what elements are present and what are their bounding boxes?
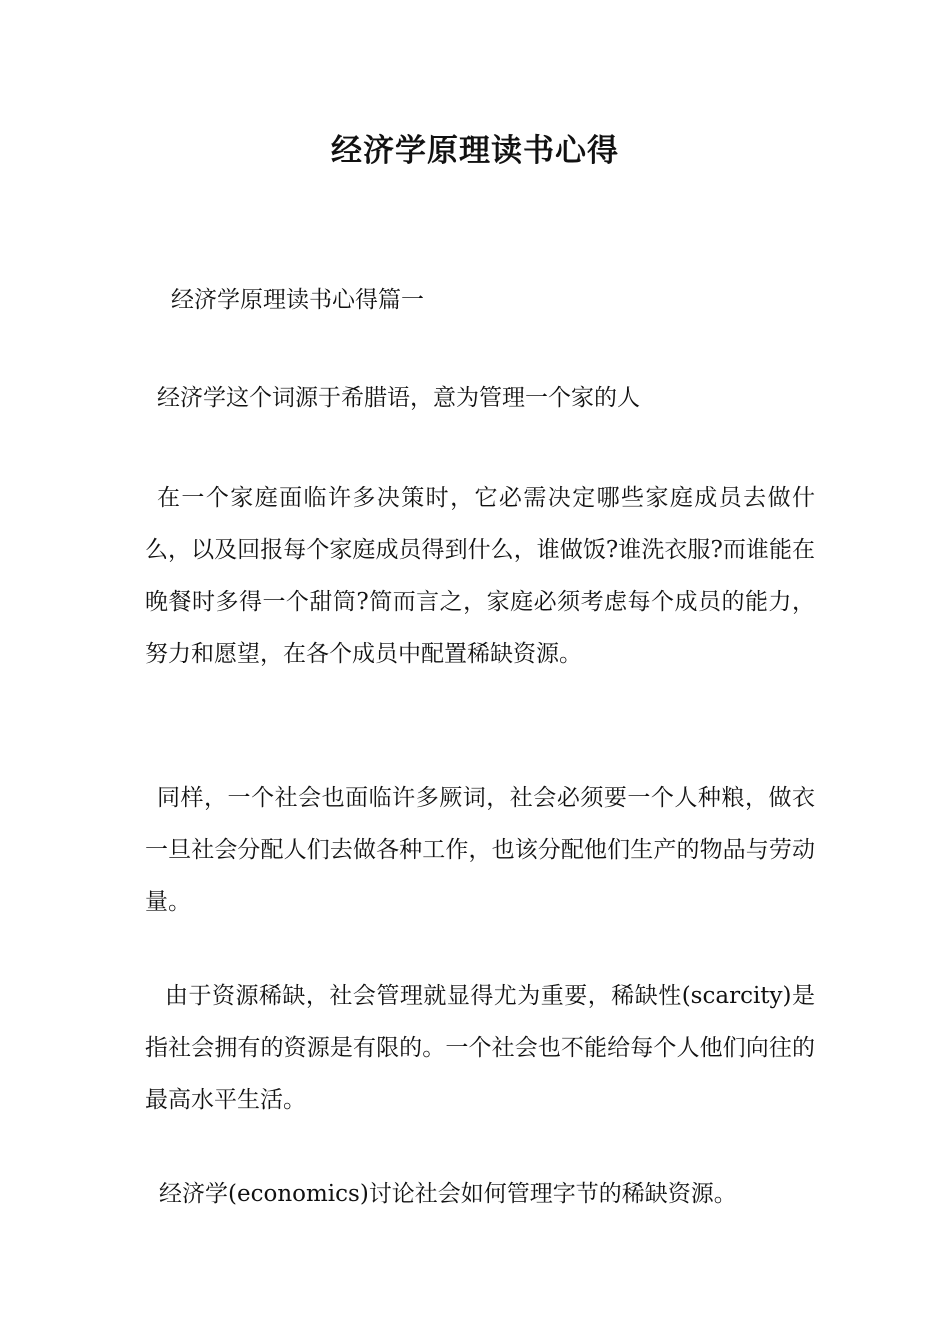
paragraph-2: 在一个家庭面临许多决策时，它必需决定哪些家庭成员去做什么，以及回报每个家庭成员得到什么，谁做饭?谁洗衣服?而谁能在晚餐时多得一个甜筒?简而言之，家庭必须考虑每个成员的能力，努力和愿望，在各个成员中配置稀缺资源。 [145,485,815,667]
paragraph-1: 经济学这个词源于希腊语，意为管理一个家的人 [157,385,640,411]
paragraph-4: 由于资源稀缺，社会管理就显得尤为重要，稀缺性(scarcity)是指社会拥有的资源是有限的。一个社会也不能给每个人他们向往的最高水平生活。 [145,983,815,1113]
document-title: 经济学原理读书心得 [331,133,619,169]
paragraph-5: 经济学(economics)讨论社会如何管理字节的稀缺资源。 [159,1181,737,1207]
section-heading: 经济学原理读书心得篇一 [171,287,424,313]
paragraph-3: 同样，一个社会也面临许多厥词，社会必须要一个人种粮，做衣一旦社会分配人们去做各种工作，也该分配他们生产的物品与劳动量。 [145,785,815,915]
